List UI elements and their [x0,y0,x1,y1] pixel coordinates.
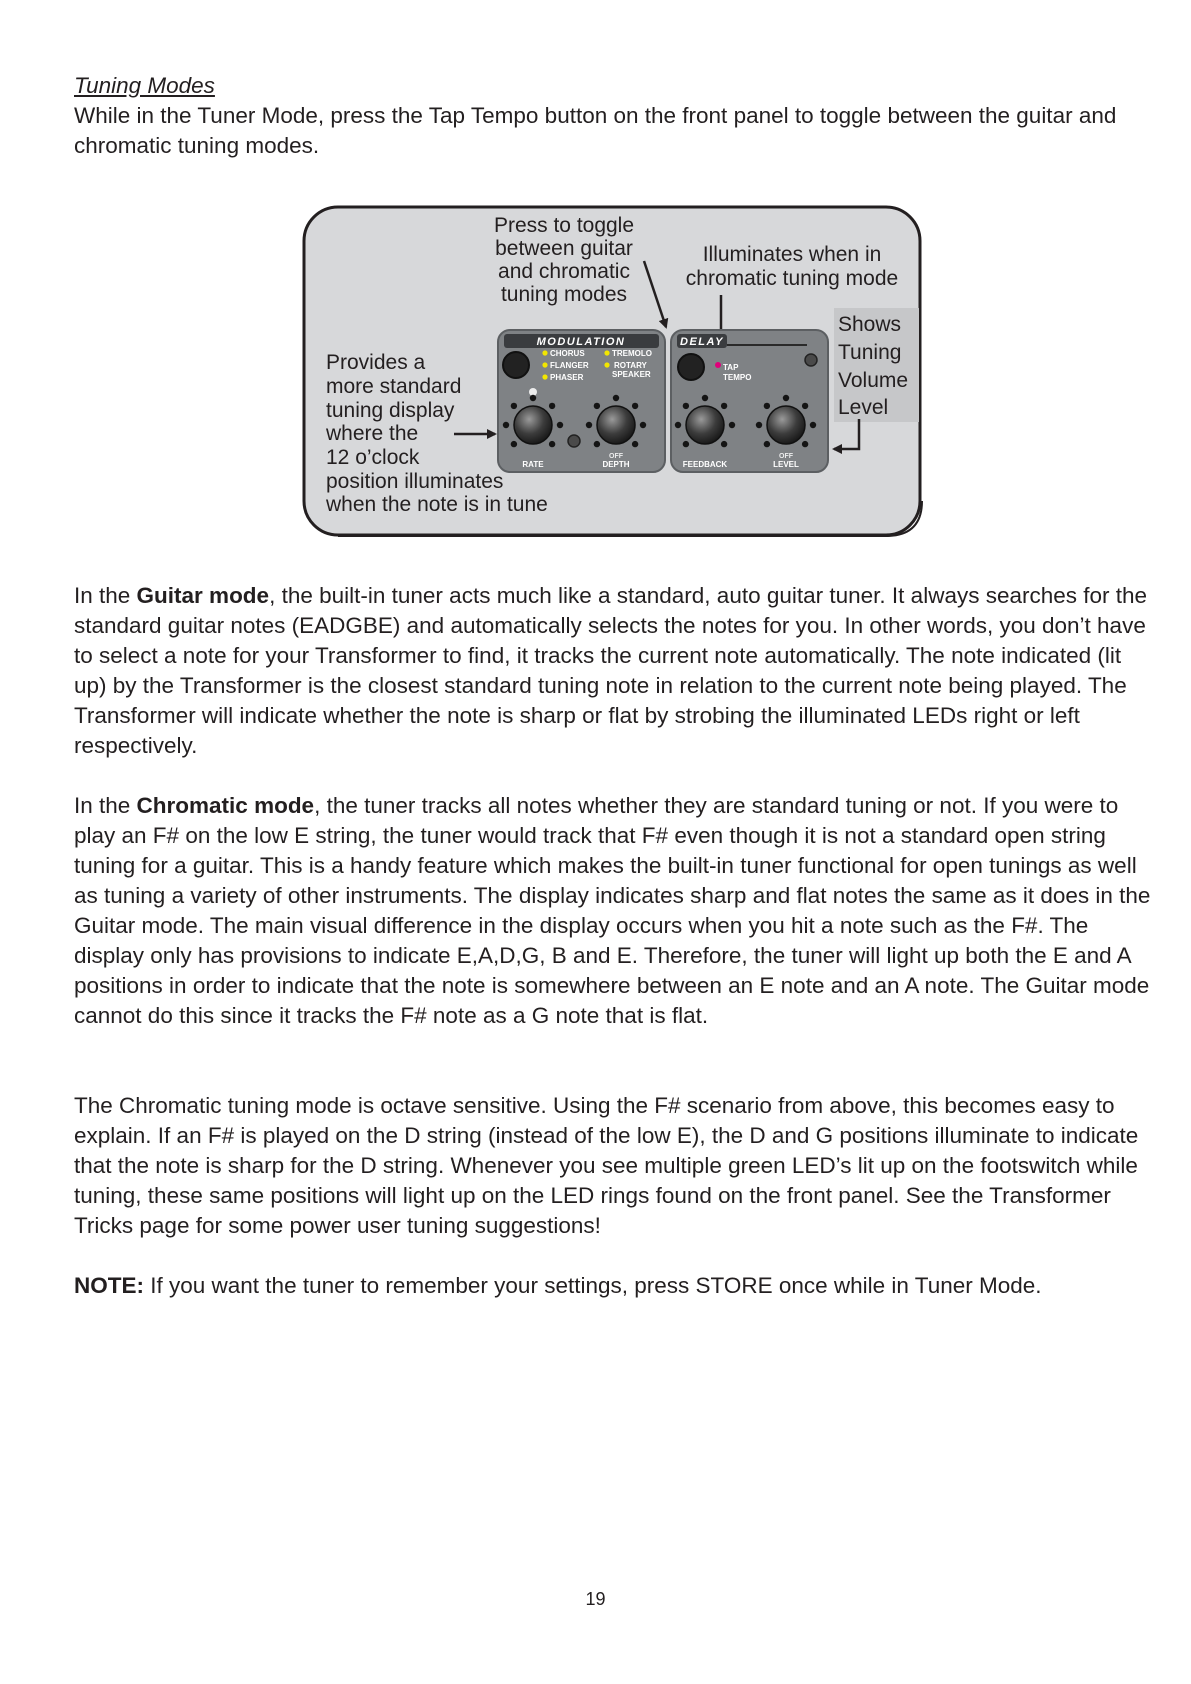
ring-led [594,403,600,409]
ring-led [632,441,638,447]
modulation-button[interactable] [503,352,529,378]
callout-shows-line: Shows [838,313,902,336]
note-text: If you want the tuner to remember your settings, press STORE once while in Tuner Mode. [144,1273,1042,1298]
ring-led [640,422,646,428]
tap-tempo-led [715,362,721,368]
ring-led [683,403,689,409]
ring-led [549,403,555,409]
guitar-mode-term: Guitar mode [136,583,270,608]
depth-label: DEPTH [602,460,630,469]
callout-provides-line: more standard [326,375,462,398]
delay-title: DELAY [680,336,724,348]
ring-led [729,422,735,428]
rate-knob[interactable] [514,406,552,444]
effect-flanger-label: FLANGER [550,361,589,370]
callout-toggle [494,214,634,306]
callout-illuminates-line: chromatic tuning mode [685,267,899,290]
level-knob[interactable] [767,406,805,444]
tap-label: TAP [723,363,739,372]
page-number: 19 [585,1589,606,1609]
ring-led [549,441,555,447]
chromatic-mode-paragraph [74,791,1154,1031]
chorus-led [542,350,547,355]
ring-led [675,422,681,428]
tremolo-led [604,350,609,355]
ring-led [557,422,563,428]
guitar-lead: In the [74,583,137,608]
ring-led [721,403,727,409]
modulation-title: MODULATION [536,336,626,348]
intro-paragraph: While in the Tuner Mode, press the Tap Tempo button on the front panel to toggle between the guitar and chromatic tuning modes. [74,103,1117,158]
ring-led [530,395,536,401]
note-paragraph [74,1271,1154,1301]
flanger-led [542,362,547,367]
ring-led [764,403,770,409]
phaser-led [542,374,547,379]
guitar-mode-paragraph [74,581,1154,761]
depth-knob[interactable] [597,406,635,444]
ring-led [511,403,517,409]
callout-provides-line: Provides a [326,351,426,374]
callout-toggle-line: tuning modes [500,283,628,306]
feedback-knob[interactable] [686,406,724,444]
section-title: Tuning Modes [74,73,215,98]
effect-chorus-label: CHORUS [550,349,585,358]
tempo-label: TEMPO [723,373,752,382]
ring-led [702,395,708,401]
callout-shows-line: Tuning [838,341,902,364]
ring-led [594,441,600,447]
callout-provides-line: where the [326,422,419,445]
ring-led [721,441,727,447]
callout-illuminates [686,243,898,290]
effect-tremolo-label: TREMOLO [612,349,652,358]
level-off-label: OFF [779,453,793,460]
effect-phaser-label: PHASER [550,373,584,382]
rotary-led [604,362,609,367]
tuner-panel-figure [302,205,924,540]
callout-provides-line: tuning display [326,399,455,422]
rate-top-led [529,388,537,396]
guitar-rest: , the built-in tuner acts much like a standard, auto guitar tuner. It always searches for the standard guitar notes (EADGBE) and automatically selects the notes for you. In other words, you don’t have to select a note for your Transformer to find, it tracks the current note automatically. The note indicated (lit up) by the Transformer is the closest standard tuning note in relation to the current note being played. The Transformer will indicate whether the note is sharp or flat by strobing the illuminated LEDs right or left respectively. [74,583,1148,758]
modulation-panel [498,330,665,472]
callout-provides-line: 12 o’clock [326,446,420,469]
ring-led [511,441,517,447]
ring-led [503,422,509,428]
octave-paragraph: The Chromatic tuning mode is octave sensitive. Using the F# scenario from above, this becomes easy to explain. If an F# is played on the D string (instead of the low E), the D and G positions illuminate to indicate that the note is sharp for the D string. Whenever you see multiple green LED’s lit up on the footswitch while tuning, these same positions will light up on the LED rings found on the front panel. See the Transformer Tricks page for some power user tuning suggestions! [74,1093,1139,1238]
depth-off-label: OFF [609,453,623,460]
rate-label: RATE [522,460,544,469]
ring-led [613,395,619,401]
effect-speaker-label: SPEAKER [612,370,651,379]
chromatic-lead: In the [74,793,137,818]
callout-toggle-line: and chromatic [498,260,630,283]
callout-toggle-line: between guitar [495,237,633,260]
ring-led [802,441,808,447]
ring-led [764,441,770,447]
callout-illuminates-line: Illuminates when in [702,243,882,266]
ring-led [683,441,689,447]
ring-led [783,395,789,401]
chromatic-rest: , the tuner tracks all notes whether they are standard tuning or not. If you were to play an F# on the low E string, the tuner would track that F# even though it is not a standard open string tuning for a guitar. This is a handy feature which makes the built-in tuner functional for open tunings as well as tuning a variety of other instruments. The display indicates sharp and flat notes the same as it does in the Guitar mode. The main visual difference in the display occurs when you hit a note such as the F#. The display only has provisions to indicate E,A,D,G, B and E. Therefore, the tuner will light up both the E and A positions in order to indicate that the note is somewhere between an E note and an A note. The Guitar mode cannot do this since it tracks the F# note as a G note that is flat. [74,793,1151,1028]
ring-led [632,403,638,409]
ring-led [810,422,816,428]
ring-led [802,403,808,409]
ring-led [586,422,592,428]
level-label: LEVEL [773,460,799,469]
delay-panel [671,330,828,472]
callout-provides-line: when the note is in tune [326,493,548,516]
callout-shows-line: Level [838,396,889,419]
tap-tempo-button[interactable] [678,354,704,380]
delay-jewel-led [805,354,817,366]
feedback-label: FEEDBACK [682,460,728,469]
ring-led [756,422,762,428]
callout-provides-line: position illuminates [326,470,504,493]
effect-rotary-label: ROTARY [614,361,647,370]
chromatic-mode-term: Chromatic mode [136,793,315,818]
note-label: NOTE: [74,1273,144,1298]
callout-shows-line: Volume [838,369,909,392]
callout-toggle-line: Press to toggle [493,214,635,237]
modulation-jewel-led [568,435,580,447]
